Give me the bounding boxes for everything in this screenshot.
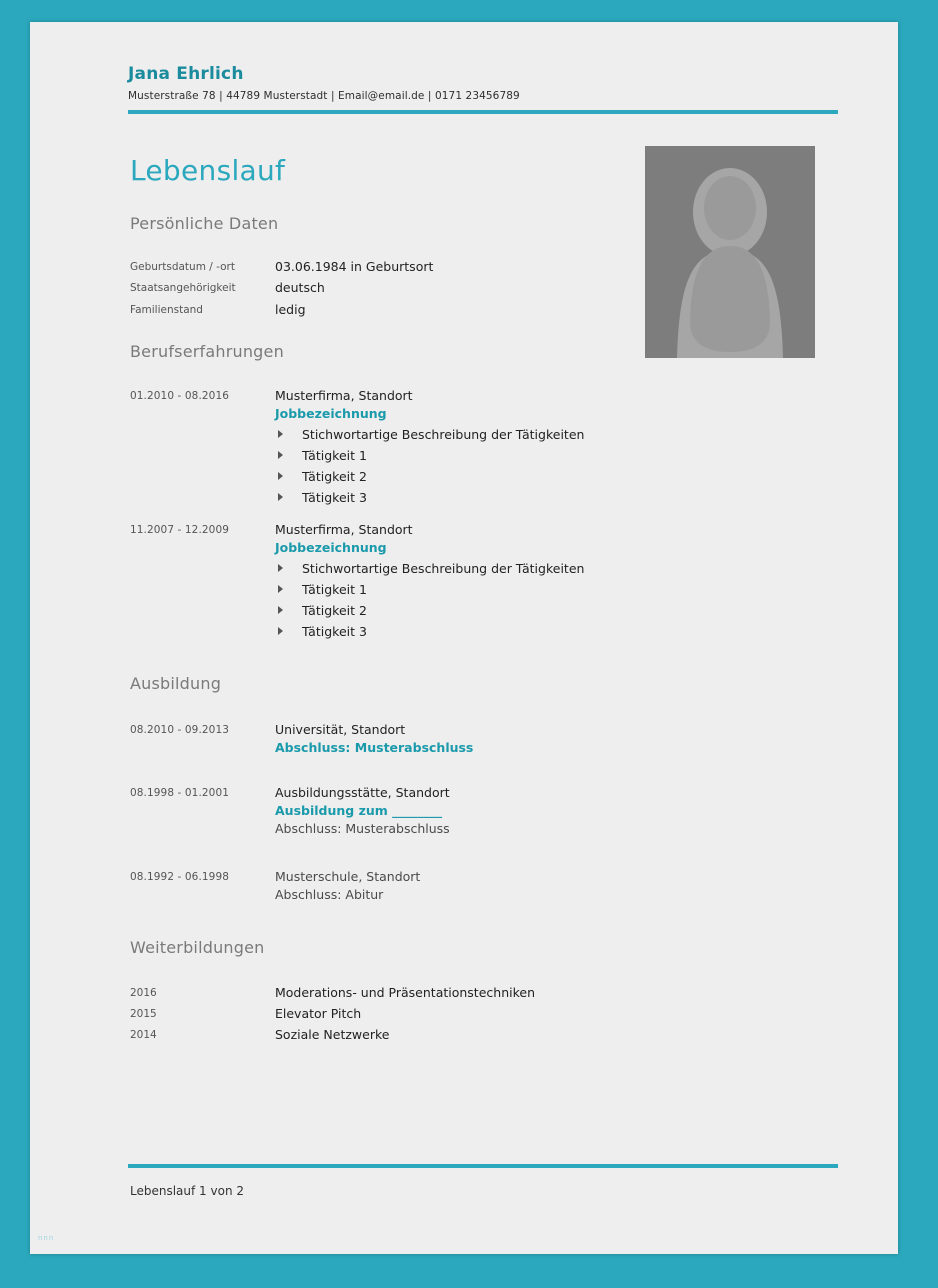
list-item-text: Tätigkeit 3 (302, 624, 367, 639)
list-item-text: Tätigkeit 2 (302, 603, 367, 618)
training-year: 2016 (130, 987, 157, 999)
entry-institution: Ausbildungsstätte, Standort (275, 785, 450, 800)
entry-institution: Universität, Standort (275, 722, 406, 737)
entry-period: 08.2010 - 09.2013 (130, 724, 230, 736)
personal-label: Geburtsdatum / -ort (130, 261, 235, 273)
personal-value: deutsch (275, 280, 325, 295)
entry-extra: Abschluss: Abitur (275, 887, 384, 902)
list-item (275, 579, 815, 600)
triangle-bullet-icon (278, 493, 283, 501)
list-item-text: Tätigkeit 3 (302, 490, 367, 505)
footer-text: Lebenslauf 1 von 2 (130, 1184, 244, 1198)
list-item-text: Tätigkeit 2 (302, 469, 367, 484)
list-item-text: Stichwortartige Beschreibung der Tätigkeiten (302, 427, 585, 442)
document-header (128, 64, 838, 114)
personal-value: ledig (275, 302, 306, 317)
list-item (275, 600, 815, 621)
personal-row (130, 280, 830, 301)
list-item-text: Tätigkeit 1 (302, 582, 367, 597)
footer-divider (128, 1164, 838, 1168)
training-text: Moderations- und Präsentationstechniken (275, 985, 535, 1000)
entry-company: Musterfirma, Standort (275, 388, 413, 403)
applicant-photo (645, 146, 815, 358)
document-page (30, 22, 898, 1254)
entry-degree: Abschluss: Musterabschluss (275, 740, 474, 755)
section-heading-experience: Berufserfahrungen (130, 342, 284, 361)
list-item (275, 424, 815, 445)
list-item (275, 621, 815, 642)
entry-institution: Musterschule, Standort (275, 869, 421, 884)
list-item (275, 445, 815, 466)
entry-role: Jobbezeichnung (275, 540, 387, 555)
list-item (275, 487, 815, 508)
resume-sheet (30, 22, 898, 1254)
personal-row (130, 259, 830, 280)
list-item (275, 558, 815, 579)
personal-value: 03.06.1984 in Geburtsort (275, 259, 434, 274)
list-item-text: Tätigkeit 1 (302, 448, 367, 463)
personal-label: Familienstand (130, 304, 203, 316)
training-year: 2014 (130, 1029, 157, 1041)
entry-body (275, 722, 815, 758)
page-title: Lebenslauf (130, 154, 286, 187)
entry-extra: Abschluss: Musterabschluss (275, 821, 450, 836)
entry-degree: Ausbildung zum ________ (275, 803, 443, 818)
entry-role: Jobbezeichnung (275, 406, 387, 421)
training-text: Elevator Pitch (275, 1006, 362, 1021)
corner-watermark: nnn (38, 1234, 55, 1242)
training-row (130, 985, 830, 1006)
entry-body (275, 388, 815, 511)
applicant-name: Jana Ehrlich (128, 64, 244, 84)
training-year: 2015 (130, 1008, 157, 1020)
triangle-bullet-icon (278, 430, 283, 438)
section-heading-training: Weiterbildungen (130, 938, 265, 957)
triangle-bullet-icon (278, 472, 283, 480)
training-row (130, 1027, 830, 1048)
training-text: Soziale Netzwerke (275, 1027, 390, 1042)
triangle-bullet-icon (278, 606, 283, 614)
entry-body (275, 785, 815, 839)
triangle-bullet-icon (278, 585, 283, 593)
person-placeholder-icon (645, 146, 815, 358)
contact-line: Musterstraße 78 | 44789 Musterstadt | Email@email.de | 0171 23456789 (128, 90, 520, 102)
entry-bullets (275, 424, 815, 508)
personal-label: Staatsangehörigkeit (130, 282, 236, 294)
entry-body (275, 522, 815, 645)
list-item (275, 466, 815, 487)
triangle-bullet-icon (278, 627, 283, 635)
entry-company: Musterfirma, Standort (275, 522, 413, 537)
triangle-bullet-icon (278, 451, 283, 459)
personal-row (130, 302, 830, 323)
entry-period: 08.1992 - 06.1998 (130, 871, 230, 883)
training-row (130, 1006, 830, 1027)
entry-bullets (275, 558, 815, 642)
triangle-bullet-icon (278, 564, 283, 572)
entry-period: 08.1998 - 01.2001 (130, 787, 230, 799)
header-divider (128, 110, 838, 114)
list-item-text: Stichwortartige Beschreibung der Tätigkeiten (302, 561, 585, 576)
entry-period: 01.2010 - 08.2016 (130, 390, 230, 402)
section-heading-education: Ausbildung (130, 674, 222, 693)
entry-period: 11.2007 - 12.2009 (130, 524, 230, 536)
entry-body (275, 869, 815, 905)
section-heading-personal: Persönliche Daten (130, 214, 279, 233)
